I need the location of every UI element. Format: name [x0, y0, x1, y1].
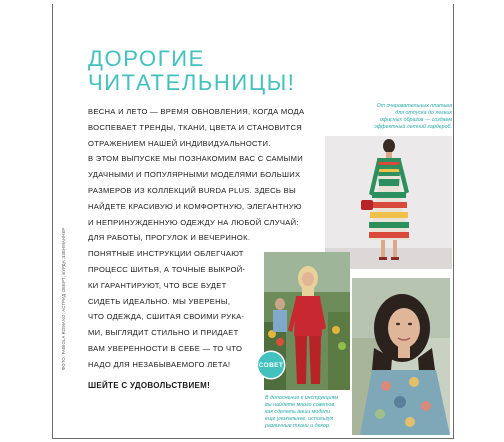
body-line: ДЛЯ РАБОТЫ, ПРОГУЛОК И ВЕЧЕРИНОК.	[88, 233, 251, 243]
body-line: В ЭТОМ ВЫПУСКЕ МЫ ПОЗНАКОМИМ ВАС С САМЫМИ	[88, 154, 303, 164]
body-line: ЧТО ОДЕЖДА, СШИТАЯ СВОИМИ РУКА-	[88, 312, 245, 322]
caption-line: вы найдете много советов,	[265, 402, 336, 408]
caption-line: для отпуска до легких	[395, 110, 452, 116]
body-line: ВАМ УВЕРЕННОСТИ В СЕБЕ — ТО ЧТО	[88, 343, 243, 353]
caption-line: В дополнение к инструкциям	[265, 395, 338, 401]
body-line: И НЕПРИНУЖДЕННУЮ ОДЕЖДУ НА ЛЮБОЙ СЛУЧАЙ:	[88, 217, 299, 227]
body-line: РАЗМЕРОВ ИЗ КОЛЛЕКЦИЙ BURDA PLUS. ЗДЕСЬ ВЫ	[88, 185, 296, 195]
caption-bottom	[265, 395, 349, 430]
body-line: МИ, ВЫГЛЯДИТ СТИЛЬНО И ПРИДАЕТ	[88, 328, 239, 338]
body-line: ВЕСНА И ЛЕТО — ВРЕМЯ ОБНОВЛЕНИЯ, КОГДА МОДА	[88, 107, 305, 116]
body-line: НАДО ДЛЯ НЕЗАБЫВАЕМОГО ЛЕТА!	[88, 359, 231, 369]
caption-line: От очаровательных платьев	[376, 103, 452, 109]
caption-line: офисных образов — создаем	[379, 117, 452, 123]
title-line-2: ЧИТАТЕЛЬНИЦЫ!	[88, 70, 296, 95]
photo-striped-dress	[325, 136, 452, 269]
photo-portrait	[352, 278, 450, 435]
body-line: ОТРАЖЕНИЕМ НАШЕЙ ИНДИВИДУАЛЬНОСТИ.	[88, 138, 271, 148]
caption-line: еще уникальнее, используя	[265, 416, 334, 422]
body-line: ПОНЯТНЫЕ ИНСТРУКЦИИ ОБЛЕГЧАЮТ	[88, 249, 244, 259]
body-line: КИ ГАРАНТИРУЮТ, ЧТО ВСЕ БУДЕТ	[88, 280, 227, 290]
caption-line: как сделать ваши модели	[265, 409, 330, 415]
page-title	[88, 47, 296, 95]
body-line: ПРОЦЕСС ШИТЬЯ, А ТОЧНЫЕ ВЫКРОЙ-	[88, 264, 246, 274]
body-line: СИДЕТЬ ИДЕАЛЬНО. МЫ УВЕРЕНЫ,	[88, 296, 231, 306]
photo-credit: ФОТО: FABIOLA ROMANO; АСТРИД ОБЕРТ; БУРДА ЭЗЕНМАННЕР	[61, 227, 66, 370]
title-line-1: ДОРОГИЕ	[88, 46, 205, 71]
caption-top	[334, 103, 452, 131]
body-line: УДАЧНЫМИ И ПОПУЛЯРНЫМИ МОДЕЛЯМИ БОЛЬШИХ	[88, 170, 301, 180]
caption-line: эффектный летний гардероб.	[374, 124, 452, 130]
tip-badge: СОВЕТ	[258, 352, 284, 378]
body-line: ВОСПЕВАЕТ ТРЕНДЫ, ТКАНИ, ЦВЕТА И СТАНОВИТСЯ	[88, 122, 303, 132]
caption-line: различные ткани и декор.	[265, 423, 331, 429]
signoff: ШЕЙТЕ С УДОВОЛЬСТВИЕМ!	[88, 381, 211, 390]
body-line: НАЙДЕТЕ КРАСИВУЮ И КОМФОРТНУЮ, ЭЛЕГАНТНУЮ	[88, 201, 302, 211]
